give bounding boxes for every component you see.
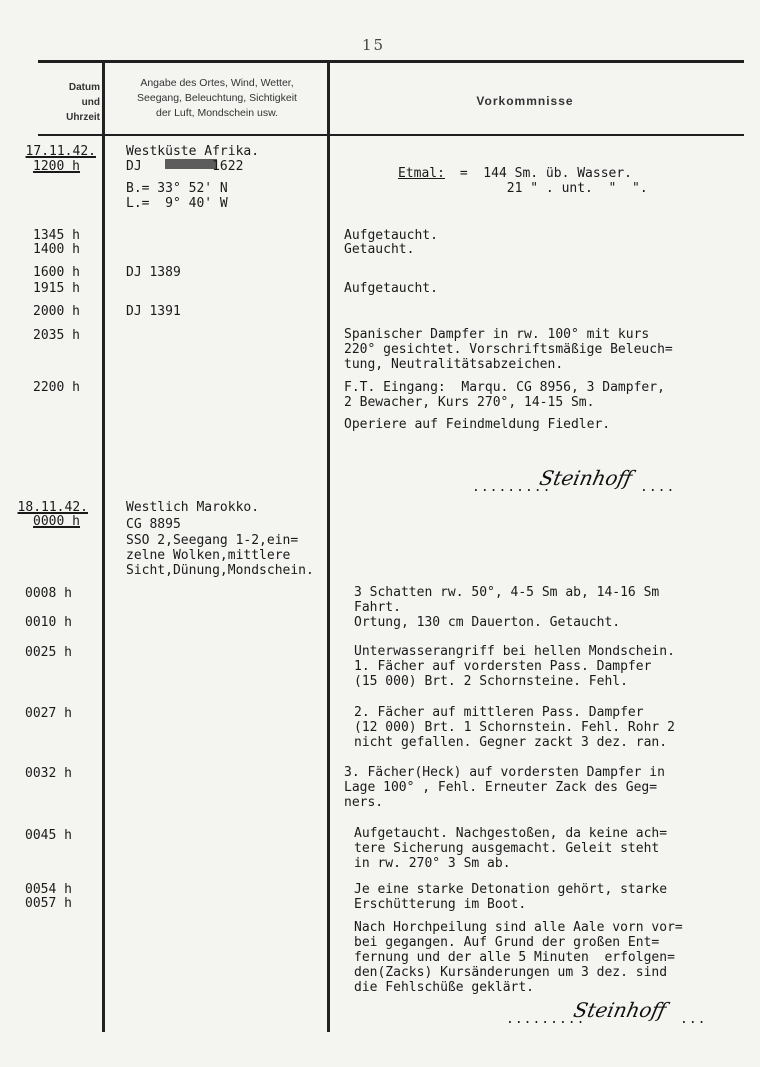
- entry-event: fernung und der alle 5 Minuten erfolgen=: [354, 950, 675, 965]
- entry-place: Westlich Marokko.: [126, 500, 260, 515]
- entry-event: 2 Bewacher, Kurs 270°, 14-15 Sm.: [344, 395, 595, 410]
- signature: Steinhoff: [537, 466, 635, 490]
- entry-event: Erschütterung im Boot.: [354, 897, 527, 912]
- entry-time: 2035 h: [33, 328, 80, 343]
- entry-place: Westküste Afrika.: [126, 144, 260, 159]
- entry-date: 17.11.42.: [25, 144, 96, 159]
- entry-place: zelne Wolken,mittlere: [126, 548, 291, 563]
- entry-place: DJ 1389: [126, 265, 181, 280]
- entry-event: (15 000) Brt. 2 Schornsteine. Fehl.: [354, 674, 628, 689]
- entry-time: 0027 h: [25, 706, 72, 721]
- entry-place: SSO 2,Seegang 1-2,ein=: [126, 533, 299, 548]
- entry-event: Operiere auf Feindmeldung Fiedler.: [344, 417, 611, 432]
- header-events: Vorkommnisse: [476, 94, 574, 108]
- entry-event: tere Sicherung ausgemacht. Geleit steht: [354, 841, 660, 856]
- entry-place: B.= 33° 52' N: [126, 181, 228, 196]
- signature-dots: ...: [680, 1012, 707, 1027]
- etmal-line: 21 " . unt. " ".: [452, 181, 648, 196]
- signature-dots: .........: [506, 1012, 586, 1027]
- header-date: [40, 80, 100, 125]
- header-place-line: Angabe des Ortes, Wind, Wetter,: [140, 77, 294, 89]
- entry-date: 18.11.42.: [17, 500, 88, 515]
- entry-time: 0008 h: [25, 586, 72, 601]
- etmal-label: [398, 166, 445, 181]
- entry-event: Nach Horchpeilung sind alle Aale vorn vor=: [354, 920, 683, 935]
- header-date-line: Datum: [68, 82, 100, 93]
- entry-place: DJ 1622: [126, 159, 244, 174]
- top-rule: [38, 60, 744, 63]
- entry-event: ners.: [344, 795, 384, 810]
- entry-event: Getaucht.: [344, 242, 415, 257]
- header-place-line: der Luft, Mondschein usw.: [156, 107, 278, 119]
- entry-event: 2. Fächer auf mittleren Pass. Dampfer: [354, 705, 644, 720]
- entry-place: L.= 9° 40' W: [126, 196, 228, 211]
- entry-event: Aufgetaucht.: [344, 228, 438, 243]
- entry-event: (12 000) Brt. 1 Schornstein. Fehl. Rohr 2: [354, 720, 675, 735]
- entry-time: 1600 h: [33, 265, 80, 280]
- entry-event: nicht gefallen. Gegner zackt 3 dez. ran.: [354, 735, 668, 750]
- entry-event: Aufgetaucht.: [344, 281, 438, 296]
- entry-event: 1. Fächer auf vordersten Pass. Dampfer: [354, 659, 652, 674]
- entry-event: den(Zacks) Kursänderungen um 3 dez. sind: [354, 965, 668, 980]
- header-rule: [38, 134, 744, 136]
- entry-event: in rw. 270° 3 Sm ab.: [354, 856, 511, 871]
- entry-time: 0025 h: [25, 645, 72, 660]
- column-divider-place: [327, 62, 330, 1032]
- entry-place: DJ 1391: [126, 304, 181, 319]
- entry-event: Ortung, 130 cm Dauerton. Getaucht.: [354, 615, 621, 630]
- header-date-line: und: [81, 97, 100, 108]
- entry-place: CG 8895: [126, 517, 181, 532]
- entry-event: Fahrt.: [354, 600, 401, 615]
- entry-time: 1345 h: [33, 228, 80, 243]
- entry-event: Spanischer Dampfer in rw. 100° mit kurs: [344, 327, 650, 342]
- signature: Steinhoff: [571, 998, 669, 1022]
- entry-event: 3. Fächer(Heck) auf vordersten Dampfer in: [344, 765, 665, 780]
- entry-time: 1915 h: [33, 281, 80, 296]
- entry-time: 0057 h: [25, 896, 72, 911]
- signature-dots: ....: [640, 480, 676, 495]
- entry-event: Unterwasserangriff bei hellen Mondschein.: [354, 644, 675, 659]
- entry-event: Je eine starke Detonation gehört, starke: [354, 882, 668, 897]
- column-divider-date: [102, 62, 105, 1032]
- entry-time: 0010 h: [25, 615, 72, 630]
- etmal-line: = 144 Sm. üb. Wasser.: [452, 166, 633, 181]
- entry-event: 3 Schatten rw. 50°, 4-5 Sm ab, 14-16 Sm: [354, 585, 660, 600]
- entry-time: 2200 h: [33, 380, 80, 395]
- entry-place: Sicht,Dünung,Mondschein.: [126, 563, 314, 578]
- entry-time: 1400 h: [33, 242, 80, 257]
- header-place: [106, 76, 328, 121]
- entry-time: 0000 h: [33, 514, 80, 529]
- entry-event: Lage 100° , Fehl. Erneuter Zack des Geg=: [344, 780, 658, 795]
- page-number: 15: [362, 36, 386, 54]
- entry-event: F.T. Eingang: Marqu. CG 8956, 3 Dampfer,: [344, 380, 665, 395]
- entry-event: die Fehlschüße geklärt.: [354, 980, 535, 995]
- entry-time: 0045 h: [25, 828, 72, 843]
- entry-event: Aufgetaucht. Nachgestoßen, da keine ach=: [354, 826, 668, 841]
- entry-time: 2000 h: [33, 304, 80, 319]
- entry-time: 0054 h: [25, 882, 72, 897]
- entry-time: 1200 h: [33, 159, 80, 174]
- signature-dots: .........: [472, 480, 552, 495]
- etmal-label-text: Etmal:: [398, 166, 445, 181]
- entry-event: tung, Neutralitätsabzeichen.: [344, 357, 564, 372]
- entry-time: 0032 h: [25, 766, 72, 781]
- entry-event: 220° gesichtet. Vorschriftsmäßige Beleuch=: [344, 342, 673, 357]
- header-place-line: Seegang, Beleuchtung, Sichtigkeit: [137, 92, 297, 104]
- header-date-line: Uhrzeit: [66, 112, 100, 123]
- entry-event: bei gegangen. Auf Grund der großen Ent=: [354, 935, 660, 950]
